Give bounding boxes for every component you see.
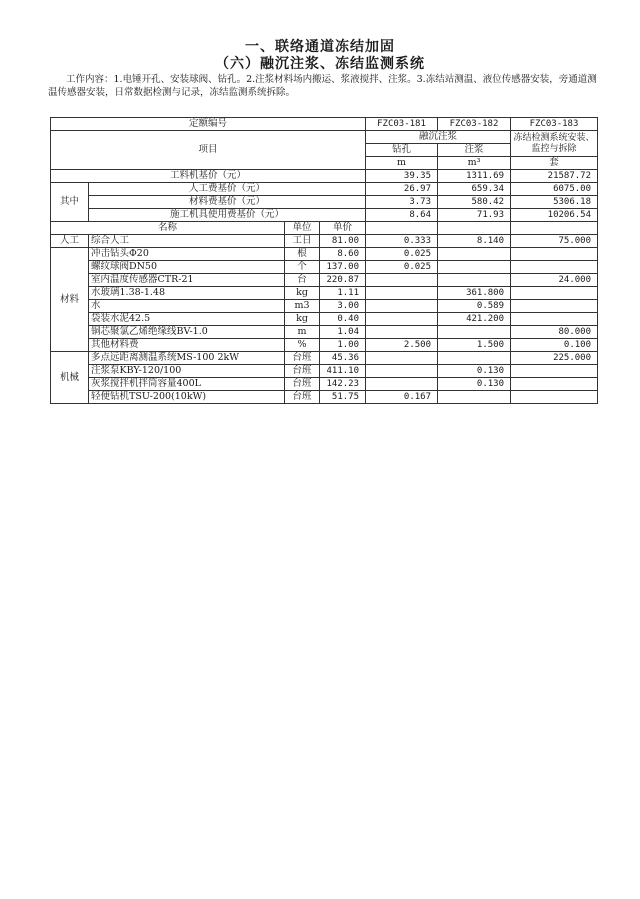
consumption-value: 75.000: [511, 235, 598, 248]
sub-cost-value: 5306.18: [511, 196, 598, 209]
resource-price: 81.00: [320, 235, 366, 248]
sub-cost-row: [51, 183, 598, 196]
unit-cell: m: [366, 157, 438, 170]
sub-cost-label: 材料费基价（元）: [89, 196, 366, 209]
consumption-value: [511, 365, 598, 378]
resource-price: 1.00: [320, 339, 366, 352]
sub-cost-value: 6075.00: [511, 183, 598, 196]
consumption-value: 361.800: [438, 287, 511, 300]
consumption-value: 225.000: [511, 352, 598, 365]
drilling-column-label: 钻孔: [366, 144, 438, 157]
sub-cost-value: 26.97: [366, 183, 438, 196]
consumption-value: [366, 365, 438, 378]
consumption-value: [511, 287, 598, 300]
consumption-value: [511, 261, 598, 274]
resource-row: [51, 352, 598, 365]
resource-row: [51, 339, 598, 352]
resource-category: 机械: [51, 352, 89, 404]
resource-category: 材料: [51, 248, 89, 352]
resource-unit: kg: [285, 287, 320, 300]
among-label: 其中: [51, 183, 89, 222]
sub-cost-value: 580.42: [438, 196, 511, 209]
resource-row: [51, 391, 598, 404]
resource-unit: 台班: [285, 391, 320, 404]
consumption-value: [438, 352, 511, 365]
quota-code: FZC03-182: [438, 118, 511, 131]
group-label: 融沉注浆: [366, 131, 511, 144]
base-price-label: 工料机基价（元）: [51, 170, 366, 183]
consumption-value: 8.140: [438, 235, 511, 248]
consumption-value: 0.130: [438, 378, 511, 391]
resource-name: 室内温度传感器CTR-21: [89, 274, 285, 287]
base-price: 21587.72: [511, 170, 598, 183]
resource-unit: 工日: [285, 235, 320, 248]
resource-unit: 台班: [285, 378, 320, 391]
resource-price: 0.40: [320, 313, 366, 326]
resource-unit: m: [285, 326, 320, 339]
resource-row: [51, 300, 598, 313]
unit-cell: m³: [438, 157, 511, 170]
sub-cost-value: 3.73: [366, 196, 438, 209]
resource-price: 137.00: [320, 261, 366, 274]
resource-name: 综合人工: [89, 235, 285, 248]
consumption-value: [366, 300, 438, 313]
consumption-value: 0.130: [438, 365, 511, 378]
resource-unit: 个: [285, 261, 320, 274]
resource-name: 螺纹球阀DN50: [89, 261, 285, 274]
resource-unit: m3: [285, 300, 320, 313]
machinery-section: [51, 352, 598, 404]
resource-unit: 台班: [285, 352, 320, 365]
consumption-value: 0.167: [366, 391, 438, 404]
resource-price: 8.60: [320, 248, 366, 261]
item-header-row: [51, 131, 598, 144]
resource-name: 轻便钻机TSU-200(10kW): [89, 391, 285, 404]
consumption-value: 0.025: [366, 261, 438, 274]
quota-code-label: 定额编号: [51, 118, 366, 131]
resource-unit: %: [285, 339, 320, 352]
consumption-value: [511, 378, 598, 391]
consumption-value: 2.500: [366, 339, 438, 352]
resource-price: 220.87: [320, 274, 366, 287]
consumption-value: [511, 313, 598, 326]
consumption-value: 0.025: [366, 248, 438, 261]
resource-unit: kg: [285, 313, 320, 326]
resource-row: [51, 248, 598, 261]
price-header: 单价: [320, 222, 366, 235]
quota-table: [50, 117, 598, 404]
resource-name: 多点远距离测温系统MS-100 2kW: [89, 352, 285, 365]
resource-name: 灰浆搅拌机拌筒容量400L: [89, 378, 285, 391]
resource-name: 铜芯聚氯乙烯绝缘线BV-1.0: [89, 326, 285, 339]
labor-section: [51, 235, 598, 248]
consumption-value: [511, 248, 598, 261]
sub-cost-label: 施工机具使用费基价（元）: [89, 209, 366, 222]
consumption-value: [366, 326, 438, 339]
resource-unit: 台班: [285, 365, 320, 378]
base-price: 1311.69: [438, 170, 511, 183]
resource-name: 袋装水泥42.5: [89, 313, 285, 326]
resource-name: 冲击钻头Φ20: [89, 248, 285, 261]
consumption-value: 0.333: [366, 235, 438, 248]
sub-cost-value: 10206.54: [511, 209, 598, 222]
consumption-value: [366, 313, 438, 326]
materials-section: [51, 248, 598, 352]
monitoring-column-label: 冻结检测系统安装、监控与拆除: [511, 131, 598, 157]
sub-cost-row: [51, 196, 598, 209]
subsection-title: （六）融沉注浆、冻结监测系统: [215, 56, 425, 72]
consumption-value: [366, 274, 438, 287]
resource-row: [51, 326, 598, 339]
resource-price: 45.36: [320, 352, 366, 365]
resource-price: 411.10: [320, 365, 366, 378]
section-title: 一、联络通道冻结加固: [245, 39, 395, 55]
sub-cost-label: 人工费基价（元）: [89, 183, 366, 196]
name-header: 名称: [51, 222, 285, 235]
sub-cost-value: 8.64: [366, 209, 438, 222]
sub-cost-row: [51, 209, 598, 222]
quota-code: FZC03-183: [511, 118, 598, 131]
resource-name: 其他材料费: [89, 339, 285, 352]
resource-row: [51, 287, 598, 300]
consumption-value: [366, 287, 438, 300]
consumption-value: 1.500: [438, 339, 511, 352]
consumption-value: [511, 300, 598, 313]
quota-code: FZC03-181: [366, 118, 438, 131]
work-content: 工作内容：1.电锤开孔、安装球阀、钻孔。2.注浆材料场内搬运、浆液搅拌、注浆。3.冻结站测温、液位传感器安装，旁通道测温传感器安装，日常数据检测与记录，冻结监测系统拆除。: [48, 74, 597, 98]
consumption-value: 24.000: [511, 274, 598, 287]
unit-header: 单位: [285, 222, 320, 235]
resource-row: [51, 261, 598, 274]
unit-cell: 套: [511, 157, 598, 170]
resource-row: [51, 274, 598, 287]
resource-price: 3.00: [320, 300, 366, 313]
resource-price: 51.75: [320, 391, 366, 404]
resource-row: [51, 365, 598, 378]
consumption-value: [438, 261, 511, 274]
resource-row: [51, 235, 598, 248]
grouting-column-label: 注浆: [438, 144, 511, 157]
consumption-value: 0.100: [511, 339, 598, 352]
sub-cost-value: 659.34: [438, 183, 511, 196]
consumption-value: [511, 391, 598, 404]
resource-price: 1.11: [320, 287, 366, 300]
resource-row: [51, 378, 598, 391]
resource-unit: 台: [285, 274, 320, 287]
resource-header-row: [51, 222, 598, 235]
resource-name: 注浆泵KBY-120/100: [89, 365, 285, 378]
item-label: 项目: [51, 131, 366, 170]
resource-category: 人工: [51, 235, 89, 248]
consumption-value: [438, 248, 511, 261]
resource-price: 1.04: [320, 326, 366, 339]
base-price: 39.35: [366, 170, 438, 183]
base-price-row: [51, 170, 598, 183]
resource-row: [51, 313, 598, 326]
consumption-value: 80.000: [511, 326, 598, 339]
sub-cost-value: 71.93: [438, 209, 511, 222]
consumption-value: [366, 352, 438, 365]
consumption-value: 421.200: [438, 313, 511, 326]
resource-price: 142.23: [320, 378, 366, 391]
consumption-value: [438, 274, 511, 287]
resource-unit: 根: [285, 248, 320, 261]
consumption-value: [438, 391, 511, 404]
consumption-value: [366, 378, 438, 391]
resource-name: 水: [89, 300, 285, 313]
consumption-value: [438, 326, 511, 339]
quota-code-row: [51, 118, 598, 131]
consumption-value: 0.589: [438, 300, 511, 313]
resource-name: 水玻璃1.38-1.48: [89, 287, 285, 300]
